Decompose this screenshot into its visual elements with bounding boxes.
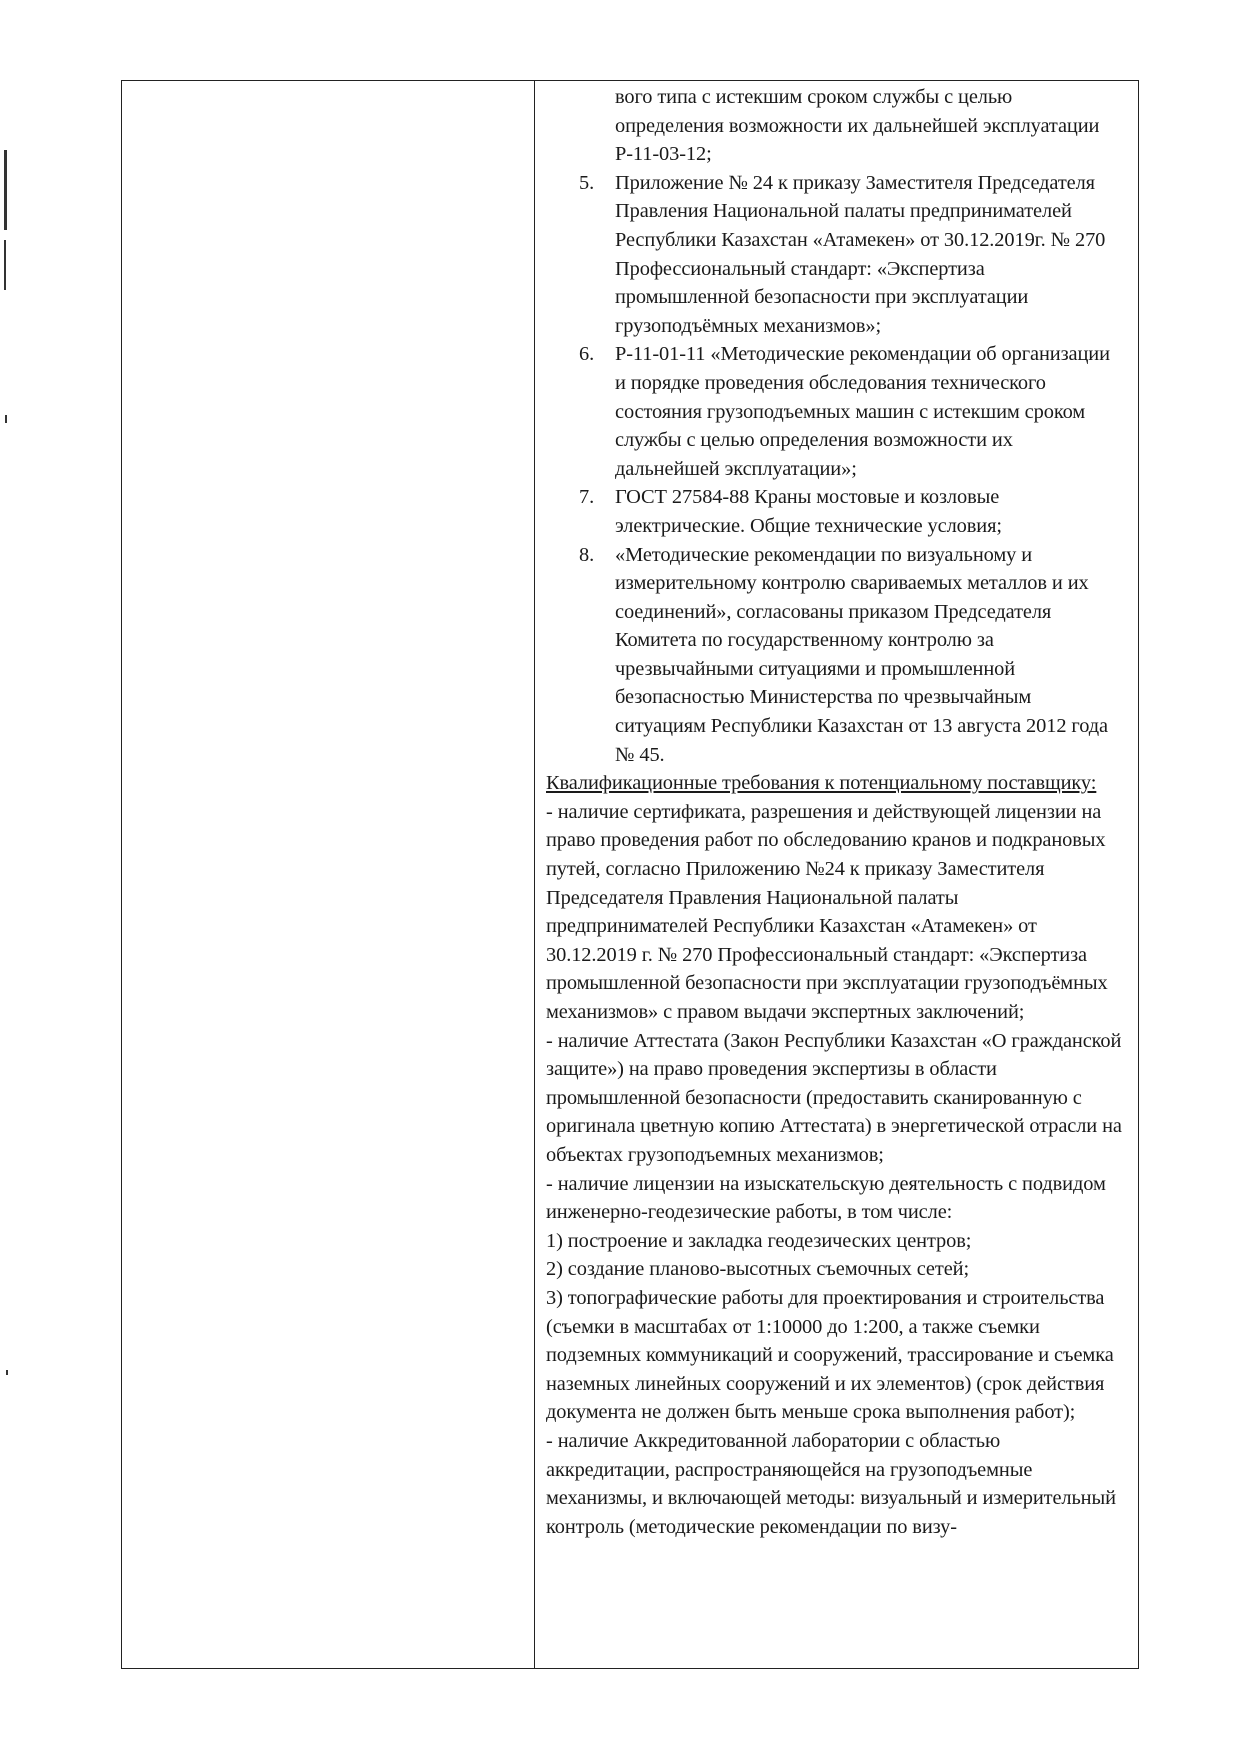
reference-item (579, 169, 1122, 341)
right-cell (538, 81, 1136, 1668)
reference-number: 7. (579, 486, 595, 509)
scan-mark (6, 1370, 8, 1375)
reference-item (579, 340, 1122, 483)
reference-text: Р-11-01-11 «Методические рекомендации об организации и порядке проведения обследования технического состояния грузоподъемных машин с истекшим сроком службы с целью определения возможности их дальнейшей эксплуатации»; (615, 343, 1110, 480)
reference-number: 5. (579, 171, 595, 194)
requirement-paragraph: - наличие сертификата, разрешения и действующей лицензии на право проведения работ по обследованию кранов и подкрановых путей, согласно Приложению №24 к приказу Заместителя Председателя Правления Национальной палаты предпринимателей Республики Казахстан «Атамекен» от 30.12.2019 г. № 270 Профессиональный стандарт: «Экспертиза промышленной безопасности при эксплуатации грузоподъёмных механизмов» с правом выдачи экспертных заключений; (546, 800, 1108, 1023)
requirement-paragraph: 1) построение и закладка геодезических центров; (546, 1229, 972, 1252)
requirement-paragraph: 3) топографические работы для проектирования и строительства (съемки в масштабах от 1:10000 до 1:200, а также съемки подземных коммуникаций и сооружений, трассирование и съемка наземных линейных сооружений и их элементов) (срок действия документа не должен быть меньше срока выполнения работ); (546, 1286, 1114, 1424)
requirement-paragraph: - наличие лицензии на изыскательскую деятельность с подвидом инженерно-геодезические работы, в том числе: (546, 1172, 1106, 1224)
column-divider (534, 81, 535, 1668)
reference-number: 6. (579, 343, 595, 366)
document-table (121, 80, 1139, 1669)
reference-item (579, 483, 1122, 540)
requirement-paragraph: 2) создание планово-высотных съемочных сетей; (546, 1258, 970, 1281)
qualification-heading: Квалификационные требования к потенциальному поставщику: (546, 772, 1097, 795)
left-cell (122, 81, 534, 1668)
reference-number: 8. (579, 543, 595, 566)
requirement-paragraph: - наличие Аттестата (Закон Республики Казахстан «О гражданской защите») на право проведения экспертизы в области промышленной безопасности (предоставить сканированную с оригинала цветную копию Аттестата) в энергетической отрасли на объектах грузоподъемных механизмов; (546, 1029, 1122, 1166)
reference-item (579, 541, 1122, 770)
scan-mark (4, 240, 6, 290)
requirement-paragraph: - наличие Аккредитованной лаборатории с областью аккредитации, распространяющейся на грузоподъемные механизмы, и включающей методы: визуальный и измерительный контроль (методические рекомендации по визу- (546, 1429, 1116, 1538)
reference-text: ГОСТ 27584-88 Краны мостовые и козловые электрические. Общие технические условия; (615, 486, 1002, 537)
reference-list (538, 169, 1136, 769)
reference-text: Приложение № 24 к приказу Заместителя Председателя Правления Национальной палаты предпринимателей Республики Казахстан «Атамекен» от 30.12.2019г. № 270 Профессиональный стандарт: «Экспертиза промышленной безопасности при эксплуатации грузоподъёмных механизмов»; (615, 171, 1106, 337)
reference-continuation: вого типа с истекшим сроком службы с целью определения возможности их дальнейшей эксплуатации Р-11-03-12; (615, 86, 1100, 166)
scan-mark (4, 150, 7, 230)
scan-mark (5, 415, 7, 423)
reference-text: «Методические рекомендации по визуальному и измерительному контролю свариваемых металлов и их соединений», согласованы приказом Председателя Комитета по государственному контролю за чрезвычайными ситуациями и промышленной безопасностью Министерства по чрезвычайным ситуациям Республики Казахстан от 13 августа 2012 года № 45. (615, 543, 1108, 766)
